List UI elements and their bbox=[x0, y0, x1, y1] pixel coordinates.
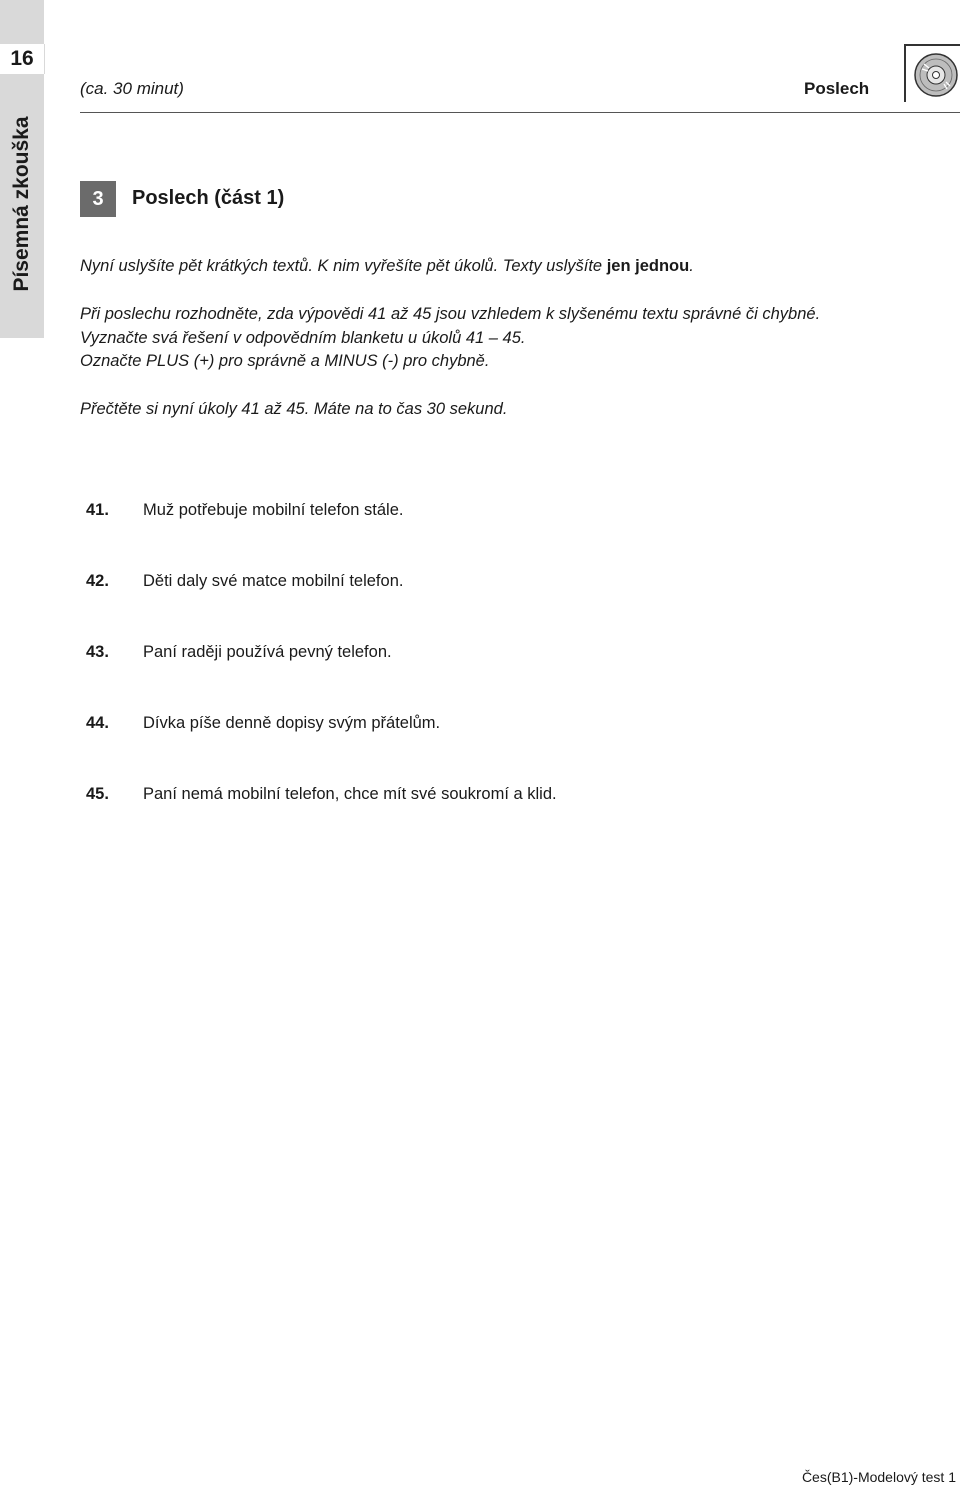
instruction-emphasis: jen jednou bbox=[606, 257, 690, 275]
task-statement: Paní raději používá pevný telefon. bbox=[143, 643, 392, 661]
page-footer: Čes(B1)-Modelový test 1 bbox=[801, 1469, 956, 1485]
header-title: Poslech bbox=[804, 79, 870, 98]
side-tab bbox=[0, 0, 44, 338]
instruction-line-1 bbox=[80, 257, 694, 276]
instruction-period: . bbox=[689, 257, 694, 275]
instruction-line-4: Označte PLUS (+) pro správně a MINUS (-) pro chybně. bbox=[80, 352, 490, 370]
header-time: (ca. 30 minut) bbox=[80, 79, 184, 98]
cd-icon bbox=[904, 44, 960, 102]
page-number: 16 bbox=[0, 44, 45, 74]
instruction-line-2: Při poslechu rozhodněte, zda výpovědi 41 až 45 jsou vzhledem k slyšenému textu správné či chybné. bbox=[80, 305, 821, 323]
task-number: 42. bbox=[86, 572, 109, 590]
task-statement: Paní nemá mobilní telefon, chce mít své soukromí a klid. bbox=[143, 785, 557, 803]
section-title: Poslech (část 1) bbox=[132, 187, 285, 209]
header-divider bbox=[80, 112, 960, 113]
task-statement: Dívka píše denně dopisy svým přátelům. bbox=[143, 714, 441, 732]
task-number: 45. bbox=[86, 785, 109, 803]
instruction-line-3: Vyznačte svá řešení v odpovědním blanketu u úkolů 41 – 45. bbox=[80, 329, 526, 347]
task-number: 43. bbox=[86, 643, 109, 661]
side-tab-label: Písemná zkouška bbox=[10, 116, 33, 292]
task-statement: Muž potřebuje mobilní telefon stále. bbox=[143, 501, 404, 519]
instruction-text: Nyní uslyšíte pět krátkých textů. K nim vyřešíte pět úkolů. Texty uslyšíte bbox=[80, 257, 607, 275]
section-number: 3 bbox=[80, 181, 116, 217]
task-number: 41. bbox=[86, 501, 109, 519]
task-number: 44. bbox=[86, 714, 109, 732]
instruction-line-5: Přečtěte si nyní úkoly 41 až 45. Máte na to čas 30 sekund. bbox=[80, 400, 508, 418]
task-statement: Děti daly své matce mobilní telefon. bbox=[143, 572, 404, 590]
